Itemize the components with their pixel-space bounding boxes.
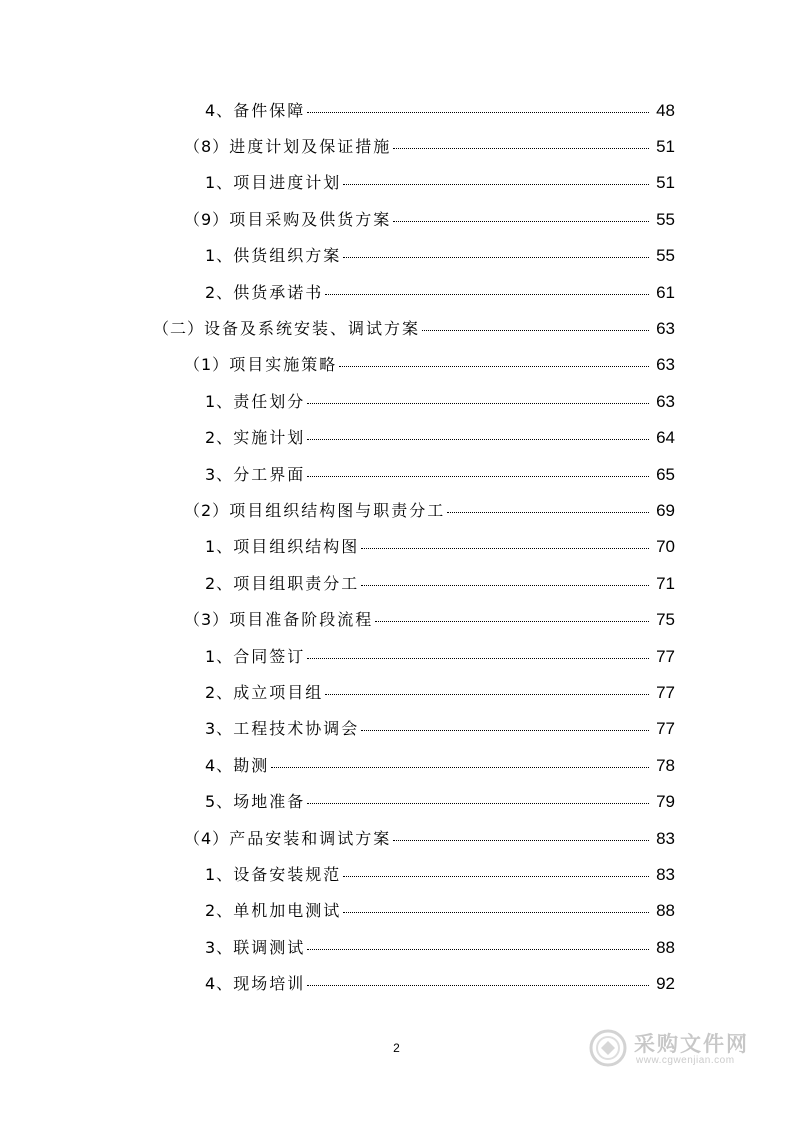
toc-entry-page: 77 — [656, 719, 675, 739]
toc-entry-page: 92 — [656, 974, 675, 994]
toc-entry-page: 88 — [656, 901, 675, 921]
toc-entry-title: 现场培训 — [233, 974, 306, 994]
toc-entry-page: 88 — [656, 937, 675, 957]
toc-entry-number: （2） — [184, 500, 230, 520]
toc-dot-leader — [325, 694, 649, 695]
toc-entry[interactable] — [0, 928, 793, 964]
toc-entry-number: 3、 — [205, 464, 234, 484]
toc-entry-title: 实施计划 — [233, 428, 306, 448]
toc-entry-title: 成立项目组 — [233, 682, 324, 702]
toc-entry-number: 2、 — [205, 682, 234, 702]
toc-entry-number: 4、 — [205, 755, 234, 775]
toc-entry-number: 1、 — [205, 646, 234, 666]
toc-dot-leader — [307, 476, 649, 477]
toc-entry-page: 69 — [656, 500, 675, 520]
toc-entry-number: 1、 — [205, 864, 234, 884]
toc-entry[interactable] — [0, 273, 793, 309]
toc-entry-number: 5、 — [205, 792, 234, 812]
toc-entry-number: 3、 — [205, 937, 234, 957]
toc-entry-page: 64 — [656, 428, 675, 448]
toc-entry-page: 83 — [656, 864, 675, 884]
toc-entry[interactable] — [0, 564, 793, 600]
toc-entry-page: 51 — [656, 137, 675, 157]
toc-entry-page: 61 — [656, 282, 675, 302]
toc-entry[interactable] — [0, 528, 793, 564]
toc-entry-title: 进度计划及保证措施 — [229, 137, 392, 157]
toc-entry[interactable] — [0, 600, 793, 636]
toc-entry-title: 项目组织结构图 — [233, 537, 360, 557]
toc-entry-number: 2、 — [205, 282, 234, 302]
toc-entry-title: 项目组职责分工 — [233, 573, 360, 593]
toc-dot-leader — [307, 658, 649, 659]
toc-entry-number: 2、 — [205, 428, 234, 448]
toc-entry[interactable] — [0, 855, 793, 891]
toc-entry-number: 1、 — [205, 173, 234, 193]
toc-entry-page: 63 — [656, 355, 675, 375]
toc-entry-title: 合同签订 — [233, 646, 306, 666]
toc-entry-page: 79 — [656, 792, 675, 812]
toc-dot-leader — [343, 184, 649, 185]
toc-entry-number: 4、 — [205, 974, 234, 994]
toc-entry-title: 项目实施策略 — [229, 355, 338, 375]
toc-dot-leader — [343, 912, 649, 913]
toc-entry-title: 项目准备阶段流程 — [229, 610, 374, 630]
toc-entry[interactable] — [0, 673, 793, 709]
toc-entry-page: 83 — [656, 828, 675, 848]
toc-entry-number: 1、 — [205, 246, 234, 266]
toc-dot-leader — [393, 840, 649, 841]
toc-entry-page: 55 — [656, 246, 675, 266]
toc-entry-title: 备件保障 — [233, 100, 306, 120]
toc-entry-title: 产品安装和调试方案 — [229, 828, 392, 848]
table-of-contents — [0, 91, 793, 1001]
toc-dot-leader — [271, 767, 649, 768]
toc-dot-leader — [307, 949, 649, 950]
toc-entry[interactable] — [0, 964, 793, 1000]
toc-dot-leader — [339, 366, 649, 367]
toc-entry-number: 1、 — [205, 537, 234, 557]
toc-entry[interactable] — [0, 346, 793, 382]
toc-dot-leader — [361, 730, 649, 731]
watermark-logo-icon — [588, 1028, 628, 1068]
toc-entry[interactable] — [0, 491, 793, 527]
toc-dot-leader — [307, 112, 649, 113]
toc-entry[interactable] — [0, 782, 793, 818]
toc-entry-title: 项目采购及供货方案 — [229, 209, 392, 229]
toc-entry[interactable] — [0, 91, 793, 127]
toc-dot-leader — [393, 148, 649, 149]
toc-dot-leader — [375, 621, 649, 622]
toc-entry-title: 项目进度计划 — [233, 173, 342, 193]
toc-entry-page: 63 — [656, 319, 675, 339]
watermark-name: 采购文件网 — [634, 1032, 749, 1056]
toc-entry-title: 项目组织结构图与职责分工 — [229, 500, 446, 520]
toc-entry-page: 48 — [656, 100, 675, 120]
toc-entry-title: 联调测试 — [233, 937, 306, 957]
toc-entry-page: 77 — [656, 682, 675, 702]
toc-entry[interactable] — [0, 710, 793, 746]
toc-dot-leader — [343, 876, 649, 877]
toc-entry[interactable] — [0, 127, 793, 163]
toc-entry-title: 工程技术协调会 — [233, 719, 360, 739]
toc-entry-number: 3、 — [205, 719, 234, 739]
watermark — [588, 1024, 788, 1074]
toc-entry-page: 77 — [656, 646, 675, 666]
toc-entry-title: 供货承诺书 — [233, 282, 324, 302]
toc-entry-title: 设备安装规范 — [233, 864, 342, 884]
toc-entry-number: （9） — [184, 209, 230, 229]
toc-entry[interactable] — [0, 892, 793, 928]
toc-entry[interactable] — [0, 164, 793, 200]
toc-entry-number: 2、 — [205, 901, 234, 921]
toc-entry[interactable] — [0, 455, 793, 491]
toc-dot-leader — [307, 803, 649, 804]
toc-entry-title: 场地准备 — [233, 792, 306, 812]
toc-dot-leader — [361, 585, 649, 586]
toc-entry-page: 63 — [656, 391, 675, 411]
toc-entry-page: 75 — [656, 610, 675, 630]
toc-dot-leader — [361, 548, 649, 549]
toc-dot-leader — [307, 439, 649, 440]
toc-entry-title: 责任划分 — [233, 391, 306, 411]
toc-entry-page: 71 — [656, 573, 675, 593]
toc-entry-number: （8） — [184, 137, 230, 157]
toc-dot-leader — [307, 403, 649, 404]
toc-entry[interactable] — [0, 309, 793, 345]
toc-dot-leader — [393, 221, 649, 222]
toc-entry-page: 51 — [656, 173, 675, 193]
toc-entry[interactable] — [0, 819, 793, 855]
toc-dot-leader — [325, 294, 649, 295]
toc-entry-title: 单机加电测试 — [233, 901, 342, 921]
toc-dot-leader — [343, 257, 649, 258]
toc-dot-leader — [307, 985, 649, 986]
toc-entry-page: 55 — [656, 209, 675, 229]
toc-entry[interactable] — [0, 382, 793, 418]
toc-entry-page: 70 — [656, 537, 675, 557]
toc-entry-title: 设备及系统安装、调试方案 — [204, 319, 421, 339]
toc-entry[interactable] — [0, 419, 793, 455]
toc-entry[interactable] — [0, 637, 793, 673]
toc-entry[interactable] — [0, 746, 793, 782]
toc-entry[interactable] — [0, 200, 793, 236]
toc-dot-leader — [447, 512, 649, 513]
toc-entry-title: 供货组织方案 — [233, 246, 342, 266]
toc-entry-number: 4、 — [205, 100, 234, 120]
toc-entry-page: 65 — [656, 464, 675, 484]
toc-entry[interactable] — [0, 237, 793, 273]
toc-dot-leader — [422, 330, 649, 331]
watermark-url: www.cgwenjian.com — [636, 1055, 735, 1066]
toc-entry-number: （4） — [184, 828, 230, 848]
toc-entry-number: （3） — [184, 610, 230, 630]
toc-entry-number: （1） — [184, 355, 230, 375]
toc-entry-number: 2、 — [205, 573, 234, 593]
toc-entry-number: 1、 — [205, 391, 234, 411]
toc-entry-title: 勘测 — [233, 755, 270, 775]
toc-entry-number: （二） — [153, 319, 205, 339]
toc-entry-page: 78 — [656, 755, 675, 775]
toc-entry-title: 分工界面 — [233, 464, 306, 484]
page-number: 2 — [393, 1041, 400, 1055]
